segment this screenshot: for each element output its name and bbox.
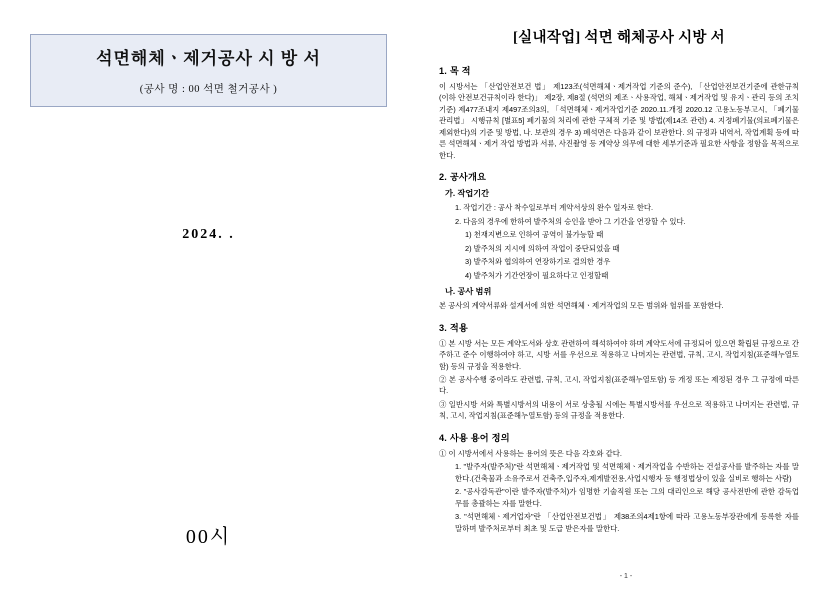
section-subheading: 가. 작업기간 <box>445 189 490 199</box>
paragraph: ③ 일반시방 서와 특별시방서의 내용이 서로 상충될 시에는 특별시방서를 우선으로 적용하고 나머지는 관련법, 규칙, 고시, 작업지침(표준해누열토함) 등의 규정을 적용한다. <box>439 399 799 421</box>
page-number: - 1 - <box>619 573 633 580</box>
paragraph: 3) 발주처와 협의하여 연장하기로 결의한 경우 <box>465 257 611 267</box>
cover-date: 2024. . <box>182 227 235 242</box>
paragraph: 본 공사의 계약서류와 설계서에 의한 석면해체ㆍ제거작업의 모든 범위와 헐위를 포함한다. <box>439 301 724 311</box>
cover-organization: 00시 <box>185 526 232 548</box>
paragraph: ② 본 공사수행 중이라도 관련법, 규칙, 고시, 작업지침(표준해누열토함) 등 개정 또는 제정된 경우 그 규정에 따른다. <box>439 374 799 396</box>
paragraph: ① 본 시방 서는 모든 계약도서와 상호 관련하여 해석하여야 하며 계약도서에 규정되어 있으면 확립된 규정으로 간주하고 준수 이행하여야 하고, 시방 서를 우선으로 적용하고 나머지는 관련법, 규칙, 고시, 작업지침(표준해누열토함) 등의 규정을 적용한다. <box>439 338 799 371</box>
paragraph: 1. 작업기간 : 공사 착수일로부터 계약서상의 완수 일자로 한다. <box>455 203 654 213</box>
cover-title-box <box>30 34 387 107</box>
paragraph: 1) 천재지변으로 인하여 공역이 불가능할 때 <box>465 230 604 240</box>
paragraph: 2. 다음의 경우에 한하여 발주처의 승인을 받아 그 기간을 연장할 수 있다. <box>455 216 686 226</box>
section-heading: 3. 적용 <box>439 322 468 333</box>
section-heading: 4. 사용 용어 정의 <box>439 432 510 443</box>
section-heading: 1. 목 적 <box>439 66 471 76</box>
section-subheading: 나. 공사 범위 <box>445 287 492 297</box>
paragraph: 2. "공사감독관"이란 발주자(발주처)가 임명한 기술직원 또는 그의 대리인으로 해당 공사전반에 관한 감독업무를 총괄하는 자를 말한다. <box>455 487 799 508</box>
section-heading: 2. 공사개요 <box>439 172 487 183</box>
page-title: [실내작업] 석면 해체공사 시방 서 <box>513 30 725 46</box>
document-sections <box>439 63 799 534</box>
paragraph: 3. "석면해체ㆍ제거업자"란 「산업안전보건법」 제38조의4제1항에 따라 고용노동부장관에게 등록한 자를 말하며 발주처로부터 최초 및 도급 받은자를 말한다. <box>455 512 799 533</box>
paragraph: 2) 발주처의 지시에 의하여 작업이 중단되었을 때 <box>465 243 620 253</box>
cover-page <box>0 0 417 590</box>
cover-subtitle: (공사 명 : 00 석면 철거공사 ) <box>139 83 278 95</box>
paragraph: ① 이 시방서에서 사용하는 용어의 뜻은 다음 각호와 같다. <box>439 448 622 458</box>
paragraph: 4) 발주처가 기간연장이 필요하다고 인정할때 <box>465 270 609 280</box>
paragraph: 이 시방서는 「산업안전보건 법」 제123조(석면해체ㆍ제거작업 기준의 준수), 「산업안전보건기준에 관한규칙 (이하 안전보건규칙이라 한다)」 제2장, 제8절 (석면의 제조ㆍ사용작업, 해체ㆍ제거작업 및 유지ㆍ관리 등의 조치 기준) 제477조내지 제497조의3의, 「석면해체ㆍ제거작업기준 2020.11.개정 2020.12 고용노동부고시, 「폐기물관리법」 시행규칙 [별표5] 폐기물의 처리에 관한 구체적 기준 및 방법(제14조 관련) 4. 지정폐기물(의료폐기물은 제외한다)의 기준 및 방법, 나. 보관의 경우 3) 폐석면은 다음과 같이 보관한다. 의 규정과 내역서, 작업계획 등에 따른 석면해체ㆍ제거 작업 방법과 서류, 사진촬영 등 계약상 의무에 대한 세부기준과 필요한 사항을 정함을 목적으로 한다. <box>439 82 799 160</box>
content-page <box>417 0 835 590</box>
cover-title: 석면해체ㆍ제거공사 시 방 서 <box>96 49 321 68</box>
paragraph: 1. "발주자(발주처)"란 석면해체ㆍ제거작업 및 석면해체ㆍ제거작업을 수반하는 건설공사를 발주하는 자를 말한다.(건축물과 소유주로서 건축주,입주자,제게발전용,사업시행자 등 행정법상이 있을 실비로 행하는 사람) <box>455 462 799 483</box>
